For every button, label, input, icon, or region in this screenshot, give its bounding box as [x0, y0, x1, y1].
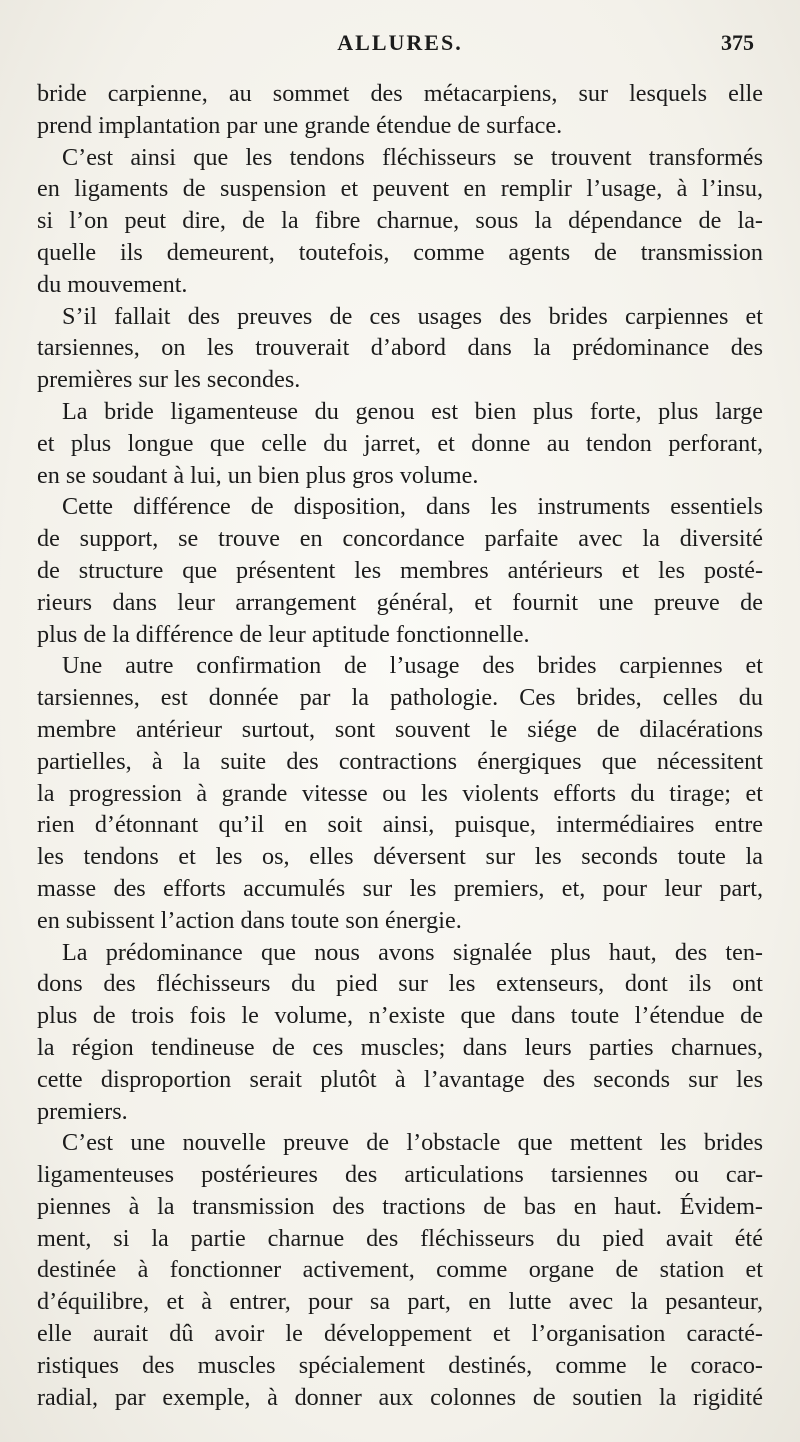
text-line: quelle ils demeurent, toutefois, comme agents de transmission [37, 238, 763, 266]
text-line: cette disproportion serait plutôt à l’avantage des seconds sur les [37, 1065, 763, 1093]
page-number: 375 [721, 30, 754, 55]
text-line: ristiques des muscles spécialement destinés, comme le coraco- [37, 1351, 763, 1379]
text-line: les tendons et les os, elles déversent sur les seconds toute la [37, 843, 763, 871]
text-line: radial, par exemple, à donner aux colonnes de soutien la rigidité [37, 1383, 763, 1411]
text-line: La prédominance que nous avons signalée plus haut, des ten- [62, 938, 763, 966]
text-line: C’est une nouvelle preuve de l’obstacle que mettent les brides [62, 1129, 763, 1157]
text-line: et plus longue que celle du jarret, et donne au tendon perforant, [37, 429, 763, 457]
text-line: d’équilibre, et à entrer, pour sa part, en lutte avec la pesanteur, [37, 1288, 763, 1316]
text-line: si l’on peut dire, de la fibre charnue, sous la dépendance de la- [37, 207, 763, 235]
text-line: partielles, à la suite des contractions énergiques que nécessitent [37, 747, 763, 775]
text-line: rieurs dans leur arrangement général, et fournit une preuve de [37, 588, 763, 616]
running-head [0, 30, 800, 60]
text-line: dons des fléchisseurs du pied sur les extenseurs, dont ils ont [37, 970, 763, 998]
text-line: Une autre confirmation de l’usage des brides carpiennes et [62, 652, 763, 680]
body-text [37, 78, 763, 1413]
text-line: ment, si la partie charnue des fléchisseurs du pied avait été [37, 1224, 763, 1252]
text-line: masse des efforts accumulés sur les premiers, et, pour leur part, [37, 874, 763, 902]
text-line: la région tendineuse de ces muscles; dans leurs parties charnues, [37, 1033, 763, 1061]
text-line: C’est ainsi que les tendons fléchisseurs se trouvent transformés [62, 143, 763, 171]
text-line: du mouvement. [37, 270, 188, 298]
text-line: tarsiennes, est donnée par la pathologie. Ces brides, celles du [37, 684, 763, 712]
text-line: S’il fallait des preuves de ces usages des brides carpiennes et [62, 302, 763, 330]
text-line: tarsiennes, on les trouverait d’abord dans la prédominance des [37, 334, 763, 362]
text-line: Cette différence de disposition, dans les instruments essentiels [62, 493, 763, 521]
text-line: en subissent l’action dans toute son énergie. [37, 906, 462, 934]
text-line: prend implantation par une grande étendue de surface. [37, 111, 563, 139]
text-line: bride carpienne, au sommet des métacarpiens, sur lesquels elle [37, 80, 763, 107]
text-line: de support, se trouve en concordance parfaite avec la diversité [37, 525, 763, 553]
text-line: premières sur les secondes. [37, 366, 301, 394]
text-line: elle aurait dû avoir le développement et l’organisation caracté- [37, 1320, 763, 1348]
text-line: en ligaments de suspension et peuvent en remplir l’usage, à l’insu, [37, 175, 763, 203]
text-line: la progression à grande vitesse ou les violents efforts du tirage; et [37, 779, 763, 807]
text-line: plus de la différence de leur aptitude fonctionnelle. [37, 620, 530, 648]
text-line: premiers. [37, 1097, 128, 1125]
running-title: ALLURES. [337, 30, 463, 55]
text-line: plus de trois fois le volume, n’existe que dans toute l’étendue de [37, 1002, 763, 1030]
text-line: membre antérieur surtout, sont souvent le siége de dilacérations [37, 715, 763, 743]
text-line: de structure que présentent les membres antérieurs et les posté- [37, 556, 763, 584]
text-line: destinée à fonctionner activement, comme organe de station et [37, 1256, 763, 1284]
text-line: rien d’étonnant qu’il en soit ainsi, puisque, intermédiaires entre [37, 811, 763, 839]
text-line: ligamenteuses postérieures des articulations tarsiennes ou car- [37, 1161, 763, 1189]
text-line: piennes à la transmission des tractions de bas en haut. Évidem- [37, 1192, 763, 1220]
text-line: La bride ligamenteuse du genou est bien plus forte, plus large [62, 397, 763, 425]
text-line: en se soudant à lui, un bien plus gros volume. [37, 461, 479, 489]
